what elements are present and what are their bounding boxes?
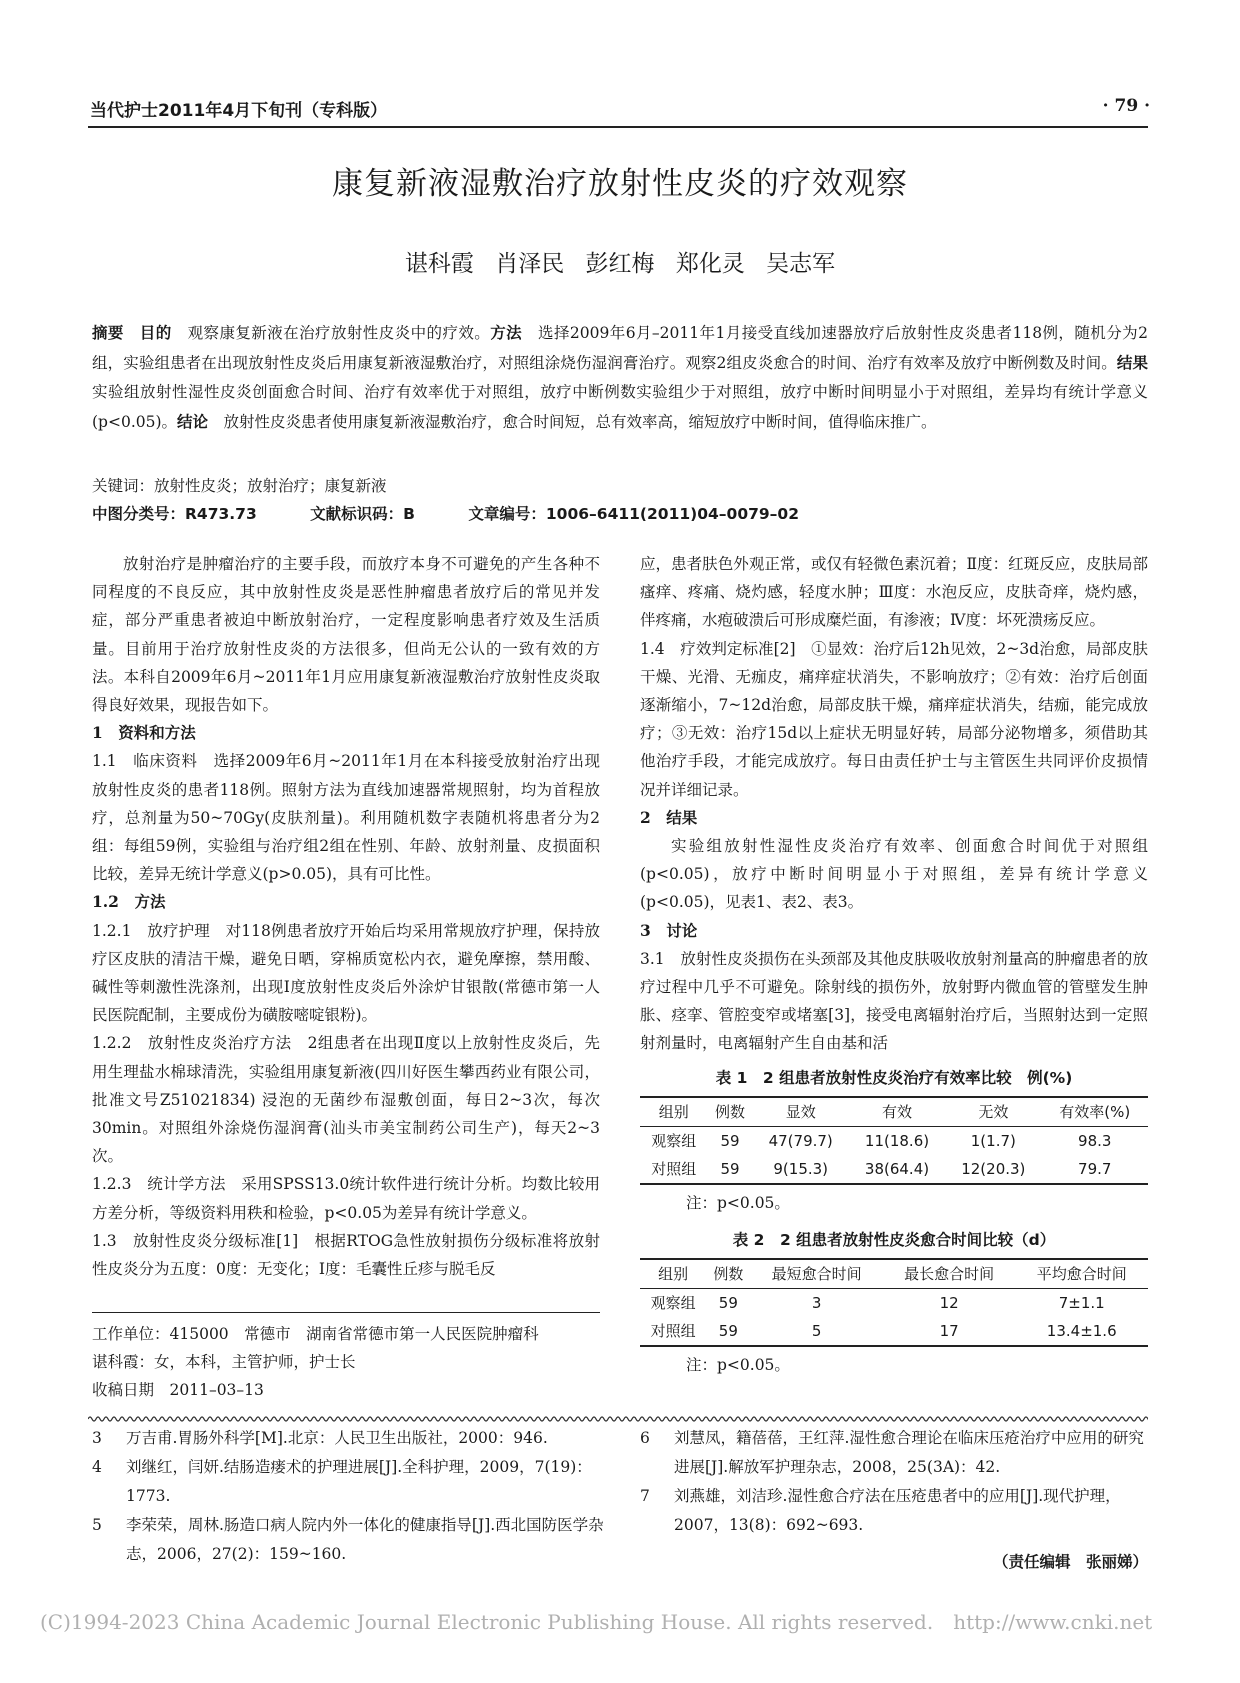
table-header-cell: 有效率(%) [1059, 1102, 1131, 1121]
table-cell: 38(64.4) [864, 1160, 930, 1179]
table-cell: 3 [811, 1294, 822, 1313]
paragraph: 放射治疗是肿瘤治疗的主要手段，而放疗本身不可避免的产生各种不同程度的不良反应，其中放射性皮炎是恶性肿瘤患者放疗后的常见并发症，部分严重患者被迫中断放射治疗，一定程度影响患者疗效及生活质量。目前用于治疗放射性皮炎的方法很多，但尚无公认的一致有效的方法。本科自2009年6月~2011年1月应用康复新液湿敷治疗放射性皮炎取得良好效果，现报告如下。 [92, 555, 600, 715]
objective-label: 目的 [139, 323, 172, 342]
author: 彭红梅 [585, 251, 655, 277]
table-cell: 11(18.6) [864, 1132, 930, 1151]
table-cell: 98.3 [1078, 1132, 1112, 1151]
author-list [0, 245, 1240, 278]
abstract-methods: 选择2009年6月–2011年1月接受直线加速器放疗后放射性皮炎患者118例，随机分为2组，实验组患者在出现放射性皮炎后用康复新液湿敷治疗，对照组涂烧伤湿润膏治疗。观察2组皮炎愈合的时间、治疗有效率及放疗中断例数及时间。 [92, 324, 1148, 372]
author: 谌科霞 [404, 251, 474, 277]
abstract-results: 实验组放射性湿性皮炎创面愈合时间、治疗有效率优于对照组，放疗中断例数实验组少于对照组，放疗中断时间明显小于对照组，差异均有统计学意义(p<0.05)。 [92, 383, 1148, 431]
author: 吴志军 [766, 251, 836, 277]
abstract-label: 摘要 [92, 323, 124, 342]
copyright-watermark: (C)1994-2023 China Academic Journal Electronic Publishing House. All rights reserved. http://www.cnki.net [40, 1610, 1153, 1634]
table2-note: 注：p<0.05。 [686, 1356, 790, 1375]
table-header-cell: 组别 [658, 1102, 689, 1121]
table-cell: 17 [939, 1322, 959, 1341]
responsible-editor: （责任编辑 张丽娣） [992, 1552, 1148, 1571]
clc-number: 中图分类号：R473.73 [92, 505, 257, 523]
reference-number: 3 [92, 1429, 102, 1447]
body-right-column [640, 550, 1148, 1380]
work-unit: 工作单位：415000 常德市 湖南省常德市第一人民医院肿瘤科 [92, 1325, 539, 1343]
table-cell: 59 [720, 1160, 740, 1179]
section-heading: 3 讨论 [640, 920, 698, 940]
paragraph: 3.1 放射性皮炎损伤在头颈部及其他皮肤吸收放射剂量高的肿瘤患者的放疗过程中几乎不可避免。除射线的损伤外，放射野内微血管的管壁发生肿胀、痉挛、管腔变窄或堵塞[3]，接受电离辐射治疗后，当照射达到一定照射剂量时，电离辐射产生自由基和活 [640, 949, 1148, 1053]
table-header-cell: 最短愈合时间 [771, 1264, 862, 1283]
reference-item [640, 1424, 1150, 1482]
table-cell: 79.7 [1078, 1160, 1112, 1179]
references-right [640, 1424, 1150, 1540]
results-label: 结果 [1116, 353, 1148, 372]
author: 郑化灵 [675, 251, 745, 277]
wavy-divider [88, 1415, 1148, 1423]
table-cell: 对照组 [651, 1160, 697, 1179]
reference-item [92, 1453, 612, 1511]
table-cell: 59 [720, 1132, 740, 1151]
table2-caption: 表 2 2 组患者放射性皮炎愈合时间比较（d） [732, 1230, 1056, 1249]
reference-text: 刘燕雄，刘洁珍.湿性愈合疗法在压疮患者中的应用[J].现代护理，2007，13(8)：692~693. [674, 1487, 1121, 1534]
article-title: 康复新液湿敷治疗放射性皮炎的疗效观察 [332, 166, 908, 202]
paragraph: 1.4 疗效判定标准[2] ①显效：治疗后12h见效，2~3d治愈，局部皮肤干燥、光滑、无痂皮，痛痒症状消失，不影响放疗；②有效：治疗后创面逐渐缩小，7~12d治愈，局部皮肤干燥，痛痒症状消失，结痂，能完成放疗；③无效：治疗15d以上症状无明显好转，局部分泌物增多，须借助其他治疗手段，才能完成放疗。每日由责任护士与主管医生共同评价皮损情况并详细记录。 [640, 639, 1148, 799]
received-date: 收稿日期 2011–03–13 [92, 1381, 264, 1399]
reference-number: 4 [92, 1458, 102, 1476]
reference-text: 万吉甫.胃肠外科学[M].北京：人民卫生出版社，2000：946. [126, 1429, 548, 1447]
table-cell: 1(1.7) [970, 1132, 1016, 1151]
table-cell: 9(15.3) [773, 1160, 829, 1179]
article-number: 文章编号：1006–6411(2011)04–0079–02 [468, 505, 800, 523]
paragraph: 1.3 放射性皮炎分级标准[1] 根据RTOG急性放射损伤分级标准将放射性皮炎分为五度：0度：无变化；Ⅰ度：毛囊性丘疹与脱毛反 [92, 1231, 600, 1279]
section-heading: 2 结果 [640, 807, 698, 827]
abstract-objective: 观察康复新液在治疗放射性皮炎中的疗效。 [187, 324, 491, 342]
table1-note: 注：p<0.05。 [686, 1194, 790, 1213]
table-cell: 47(79.7) [768, 1132, 833, 1151]
table-row [640, 1127, 1148, 1156]
header-rule [88, 126, 1148, 128]
page-number: · 79 · [1102, 96, 1150, 116]
methods-label: 方法 [490, 323, 523, 342]
table-cell: 观察组 [651, 1132, 697, 1151]
table-cell: 观察组 [650, 1294, 696, 1313]
table-cell: 13.4±1.6 [1046, 1322, 1117, 1341]
paragraph: 应，患者肤色外观正常，或仅有轻微色素沉着；Ⅱ度：红斑反应，皮肤局部瘙痒、疼痛、烧灼感，轻度水肿；Ⅲ度：水泡反应，皮肤奇痒，烧灼感，伴疼痛，水疱破溃后可形成糜烂面，有渗液；Ⅳ度：坏死溃疡反应。 [640, 555, 1148, 630]
paragraph: 实验组放射性湿性皮炎治疗有效率、创面愈合时间优于对照组(p<0.05)，放疗中断时间明显小于对照组，差异有统计学意义(p<0.05)，见表1、表2、表3。 [640, 837, 1148, 912]
reference-item [640, 1482, 1150, 1540]
table-header-cell: 例数 [715, 1102, 746, 1121]
table-header-cell: 无效 [978, 1102, 1009, 1121]
table-cell: 59 [718, 1294, 738, 1313]
table-row [640, 1155, 1148, 1184]
table-header-cell: 组别 [658, 1264, 689, 1283]
reference-text: 李荣荣，周林.肠造口病人院内外一体化的健康指导[J].西北国防医学杂志，2006，27(2)：159~160. [126, 1516, 604, 1563]
table2 [640, 1258, 1148, 1348]
section-heading: 1.2 方法 [92, 892, 166, 912]
journal-header: 当代护士2011年4月下旬刊（专科版） [90, 101, 388, 121]
table-header-cell: 最长愈合时间 [904, 1264, 995, 1283]
paragraph: 1.2.1 放疗护理 对118例患者放疗开始后均采用常规放疗护理，保持放疗区皮肤的清洁干燥，避免日晒，穿棉质宽松内衣，避免摩擦，禁用酸、碱性等刺激性洗涤剂，出现Ⅰ度放射性皮炎后外涂炉甘银散(常德市第一人民医院配制，主要成份为磺胺嘧啶银粉)。 [92, 921, 600, 1025]
section-heading: 1 资料和方法 [92, 723, 196, 743]
table-header-cell: 例数 [713, 1264, 744, 1283]
reference-text: 刘继红，闫妍.结肠造瘘术的护理进展[J].全科护理，2009，7(19)：1773. [126, 1458, 592, 1505]
footnote-rule [92, 1312, 600, 1313]
table1-caption: 表 1 2 组患者放射性皮炎治疗有效率比较 例(%) [715, 1068, 1073, 1087]
body-left-column [92, 550, 600, 1283]
references-left [92, 1424, 612, 1569]
table-header-cell: 显效 [785, 1102, 816, 1121]
table1 [640, 1096, 1148, 1186]
table-cell: 7±1.1 [1058, 1294, 1105, 1313]
keywords: 关键词：放射性皮炎；放射治疗；康复新液 [92, 477, 387, 495]
author: 肖泽民 [495, 251, 565, 277]
classification-line [92, 502, 847, 524]
footnote [92, 1320, 612, 1404]
reference-number: 5 [92, 1516, 102, 1534]
table-cell: 59 [718, 1322, 738, 1341]
abstract [92, 318, 1148, 437]
right-column-text [640, 550, 1148, 1058]
reference-text: 刘慧凤，籍蓓蓓，王红萍.湿性愈合理论在临床压疮治疗中应用的研究进展[J].解放军护理杂志，2008，25(3A)：42. [674, 1429, 1144, 1476]
reference-number: 6 [640, 1429, 650, 1447]
table-cell: 12 [939, 1294, 959, 1313]
table-cell: 12(20.3) [961, 1160, 1026, 1179]
conclusion-label: 结论 [177, 412, 209, 431]
table-header-cell: 平均愈合时间 [1036, 1264, 1127, 1283]
document-code: 文献标识码：B [310, 505, 415, 523]
author-bio: 谌科霞：女，本科，主管护师，护士长 [92, 1353, 356, 1371]
table-header-cell: 有效 [882, 1102, 913, 1121]
reference-item [92, 1424, 612, 1453]
paragraph: 1.2.2 放射性皮炎治疗方法 2组患者在出现Ⅱ度以上放射性皮炎后，先用生理盐水棉球清洗，实验组用康复新液(四川好医生攀西药业有限公司，批准文号Z51021834) 浸泡的无菌纱布湿敷创面，每日2~3次，每次30min。对照组外涂烧伤湿润膏(汕头市美宝制药公司生产)，每天2~3次。 [92, 1034, 600, 1166]
reference-number: 7 [640, 1487, 650, 1505]
paragraph: 1.1 临床资料 选择2009年6月~2011年1月在本科接受放射治疗出现放射性皮炎的患者118例。照射方法为直线加速器常规照射，均为首程放疗，总剂量为50~70Gy(皮肤剂量)。利用随机数字表随机将患者分为2组：每组59例，实验组与治疗组2组在性别、年龄、放射剂量、皮损面积比较，差异无统计学意义(p>0.05)，具有可比性。 [92, 752, 600, 884]
table-cell: 对照组 [650, 1322, 696, 1341]
table-row [640, 1317, 1148, 1346]
paragraph: 1.2.3 统计学方法 采用SPSS13.0统计软件进行统计分析。均数比较用方差分析，等级资料用秩和检验，p<0.05为差异有统计学意义。 [92, 1175, 600, 1222]
table-row [640, 1289, 1148, 1318]
abstract-conclusion: 放射性皮炎患者使用康复新液湿敷治疗，愈合时间短，总有效率高，缩短放疗中断时间，值得临床推广。 [223, 413, 937, 431]
reference-item [92, 1511, 612, 1569]
table-cell: 5 [811, 1322, 822, 1341]
